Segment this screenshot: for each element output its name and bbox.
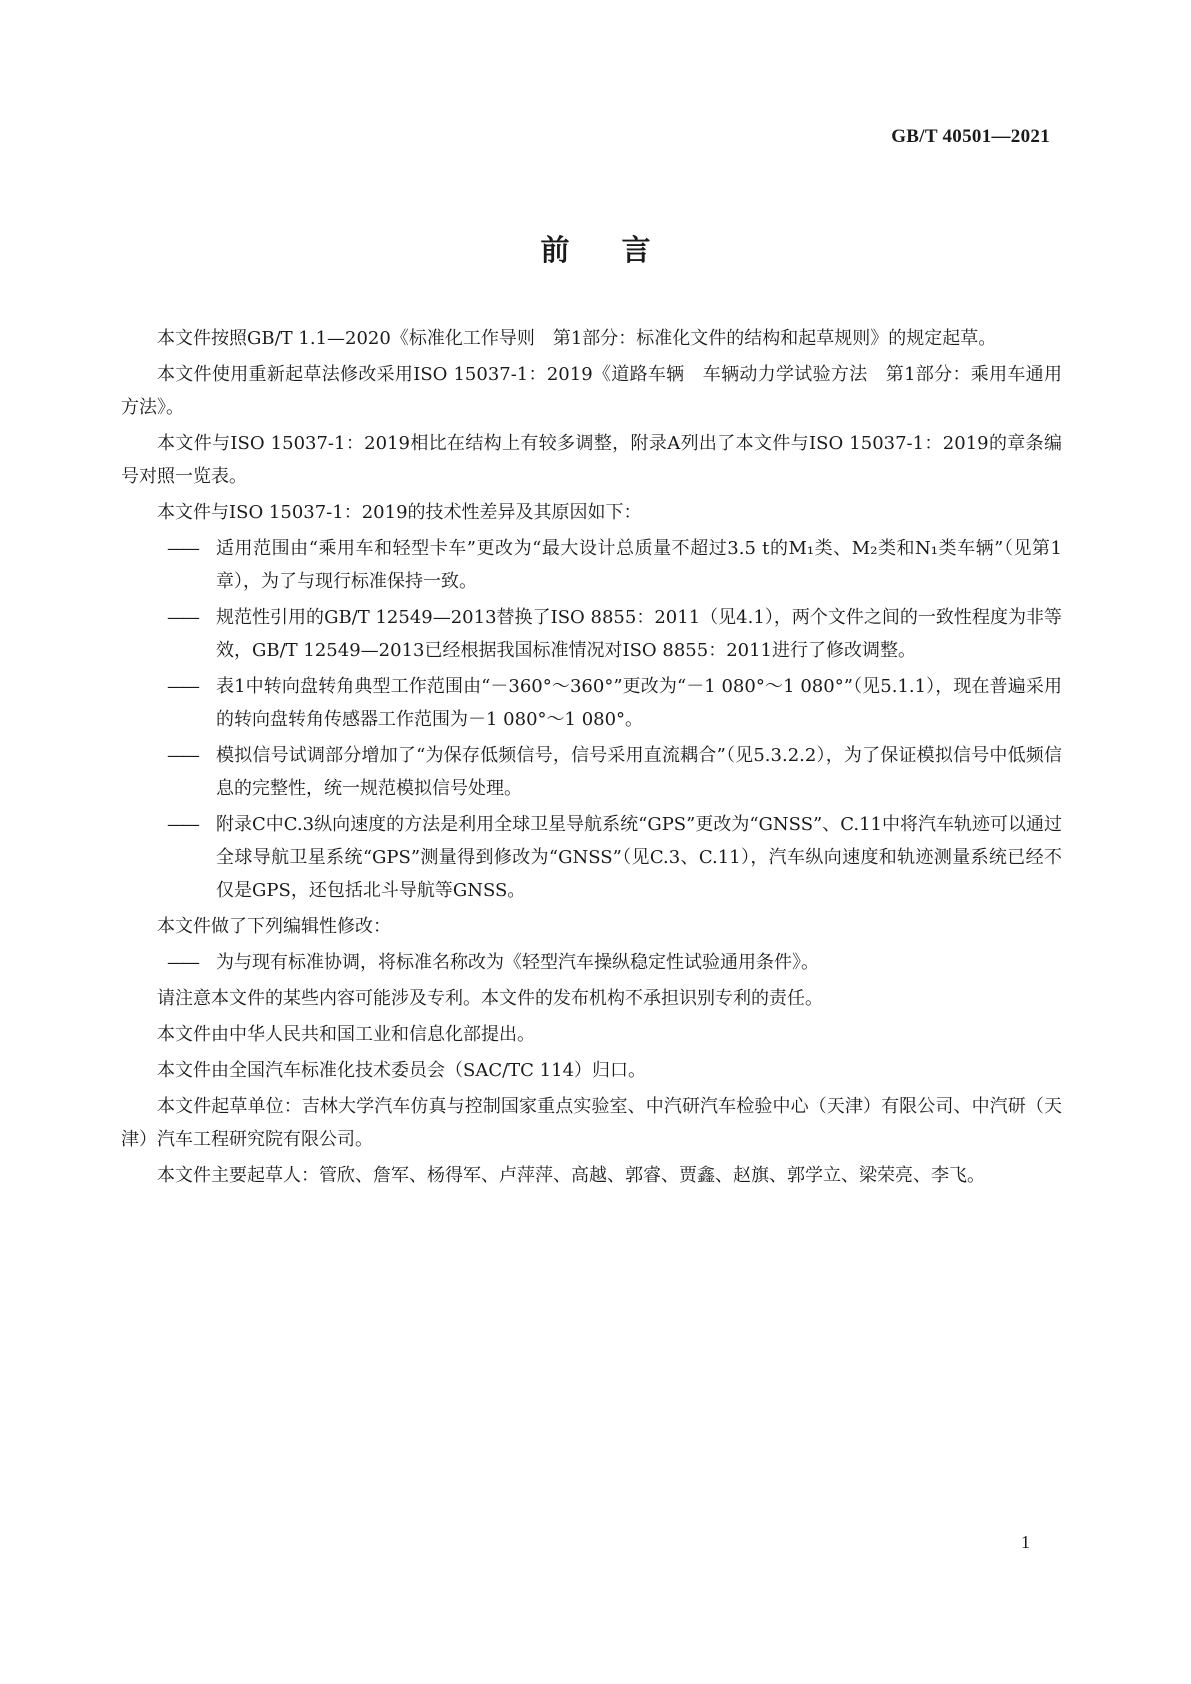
dash-marker: ——	[167, 607, 197, 628]
paragraph-proposer: 本文件由中华人民共和国工业和信息化部提出。	[157, 1024, 535, 1045]
list-item-text: 附录C中C.3纵向速度的方法是利用全球卫星导航系统“GPS”更改为“GNSS”、C.11中将汽车轨迹可以通过全球导航卫星系统“GPS”测量得到修改为“GNSS”（见C.3、C.11），汽车纵向速度和轨迹测量系统已经不仅是GPS，还包括北斗导航等GNSS。	[216, 814, 1062, 901]
list-item-text: 规范性引用的GB/T 12549—2013替换了ISO 8855：2011（见4.1），两个文件之间的一致性程度为非等效，GB/T 12549—2013已经根据我国标准情况对ISO 8855：2011进行了修改调整。	[216, 607, 1062, 661]
page-number: 1	[1021, 1532, 1030, 1552]
paragraph-structure: 本文件与ISO 15037-1：2019相比在结构上有较多调整，附录A列出了本文件与ISO 15037-1：2019的章条编号对照一览表。	[121, 433, 1062, 487]
paragraph-patent-notice: 请注意本文件的某些内容可能涉及专利。本文件的发布机构不承担识别专利的责任。	[157, 988, 823, 1009]
list-item-text: 为与现有标准协调，将标准名称改为《轻型汽车操纵稳定性试验通用条件》。	[216, 952, 819, 973]
paragraph-drafters: 本文件主要起草人：管欣、詹军、杨得军、卢萍萍、高越、郭睿、贾鑫、赵旗、郭学立、梁荣亮、李飞。	[157, 1165, 985, 1186]
list-item	[121, 808, 1062, 907]
dash-marker: ——	[167, 538, 197, 559]
list-item	[121, 601, 1062, 667]
list-item	[121, 946, 1062, 979]
standard-number: GB/T 40501—2021	[891, 126, 1050, 147]
paragraph-drafting-rules: 本文件按照GB/T 1.1—2020《标准化工作导则 第1部分：标准化文件的结构和起草规则》的规定起草。	[157, 328, 997, 349]
foreword-body	[121, 322, 1062, 1195]
list-item-text: 模拟信号试调部分增加了“为保存低频信号，信号采用直流耦合”（见5.3.2.2），为了保证模拟信号中低频信息的完整性，统一规范模拟信号处理。	[216, 745, 1062, 799]
dash-marker: ——	[167, 676, 197, 697]
dash-marker: ——	[167, 952, 197, 973]
list-item-text: 表1中转向盘转角典型工作范围由“－360°～360°”更改为“－1 080°～1 080°”（见5.1.1），现在普遍采用的转向盘转角传感器工作范围为－1 080°～1 080°。	[216, 676, 1062, 730]
paragraph-administrator: 本文件由全国汽车标准化技术委员会（SAC/TC 114）归口。	[157, 1060, 647, 1081]
list-item	[121, 739, 1062, 805]
paragraph-adoption: 本文件使用重新起草法修改采用ISO 15037-1：2019《道路车辆 车辆动力学试验方法 第1部分：乘用车通用方法》。	[121, 364, 1062, 418]
dash-marker: ——	[167, 745, 197, 766]
list-item	[121, 532, 1062, 598]
list-item	[121, 670, 1062, 736]
paragraph-editorial-changes: 本文件做了下列编辑性修改：	[157, 916, 391, 937]
list-item-text: 适用范围由“乘用车和轻型卡车”更改为“最大设计总质量不超过3.5 t的M₁类、M₂类和N₁类车辆”（见第1章），为了与现行标准保持一致。	[216, 538, 1062, 592]
page-title: 前言	[540, 233, 703, 267]
paragraph-technical-differences: 本文件与ISO 15037-1：2019的技术性差异及其原因如下：	[157, 502, 642, 523]
dash-marker: ——	[167, 814, 197, 835]
paragraph-drafting-units: 本文件起草单位：吉林大学汽车仿真与控制国家重点实验室、中汽研汽车检验中心（天津）有限公司、中汽研（天津）汽车工程研究院有限公司。	[121, 1096, 1062, 1150]
